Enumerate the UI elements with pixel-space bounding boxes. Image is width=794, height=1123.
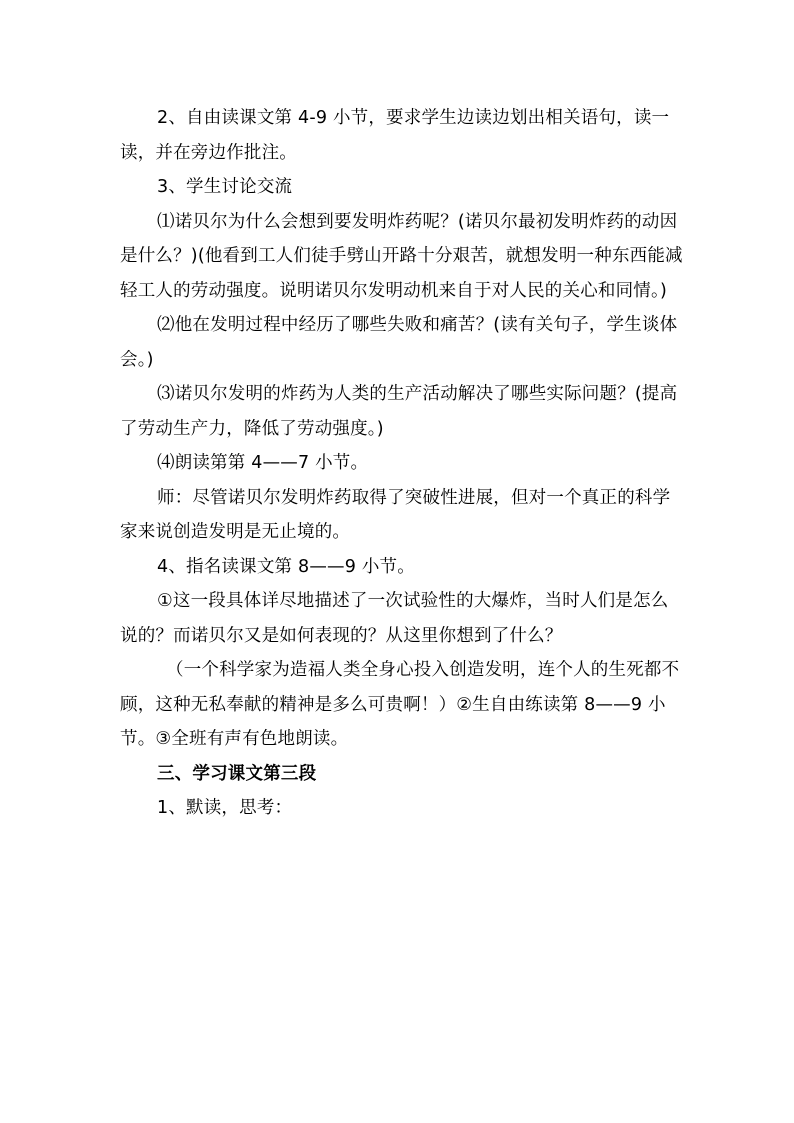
paragraph-item-2-3: （一个科学家为造福人类全身心投入创造发明，连个人的生死都不顾，这种无私奉献的精神是多么可贵啊！）②生自由练读第 8——9 小节。③全班有声有色地朗读。 [120,660,680,749]
paragraph-question-1: ⑴诺贝尔为什么会想到要发明炸药呢？(诺贝尔最初发明炸药的动因是什么？)(他看到工人们徒手劈山开路十分艰苦，就想发明一种东西能减轻工人的劳动强度。说明诺贝尔发明动机来自于对人民的关心和同情。) [120,211,683,301]
paragraph-teacher-remark: 师：尽管诺贝尔发明炸药取得了突破性进展，但对一个真正的科学家来说创造发明是无止境的。 [120,487,671,542]
paragraph-question-3: ⑶诺贝尔发明的炸药为人类的生产活动解决了哪些实际问题？(提高了劳动生产力，降低了劳动强度。) [120,384,678,439]
paragraph-question-2: ⑵他在发明过程中经历了哪些失败和痛苦？(读有关句子，学生谈体会。) [120,315,678,370]
paragraph-question-4: ⑷朗读第第 4——7 小节。 [157,453,369,473]
document-body [120,101,685,826]
paragraph-part-3-step-1: 1、默读，思考： [157,798,293,818]
section-heading-part-3: 三、学习课文第三段 [157,763,317,784]
paragraph-step-3: 3、学生讨论交流 [157,177,293,197]
paragraph-step-2: 2、自由读课文第 4-9 小节，要求学生边读边划出相关语句，读一读，并在旁边作批注。 [120,108,670,163]
paragraph-item-1: ①这一段具体详尽地描述了一次试验性的大爆炸，当时人们是怎么说的？而诺贝尔又是如何表现的？从这里你想到了什么？ [120,591,669,646]
paragraph-step-4: 4、指名读课文第 8——9 小节。 [157,556,415,577]
